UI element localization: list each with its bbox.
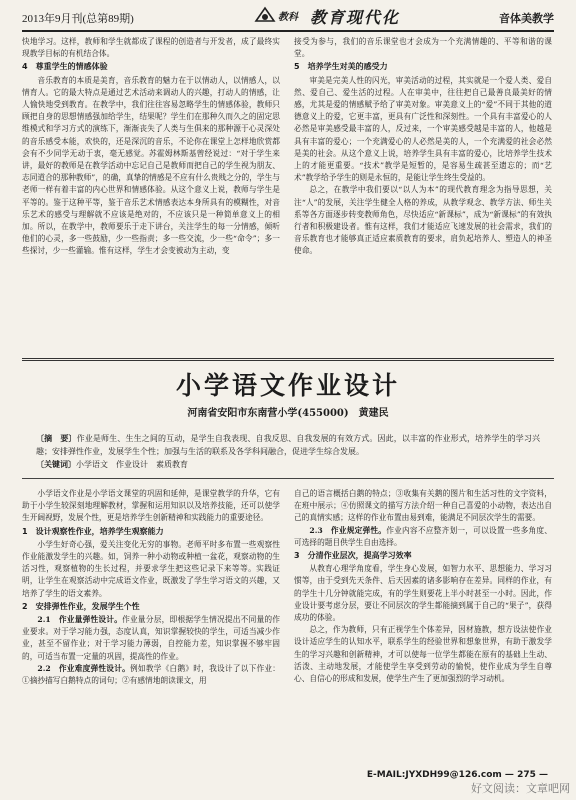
section-label: 音体美教学 xyxy=(499,12,554,25)
paragraph: 总之，在教学中我们要以“以人为本”的现代教育理念为指导思想，关注“人”的发展，关注学生健全人格的养成，从教学观念、教学方法、师生关系等各方面逐步转变教师角色，尽快适应“新课标”，成为“新课标”的有效执行者和积极建设者。惟有这样，我们才能适应飞速发展的社会需求，我们的音乐教育也才能够真正适应素质教育的要求，肩负起培养人、塑造人的神圣使命。 xyxy=(294,185,552,256)
jiaoke-label: 教科 xyxy=(278,12,298,23)
paragraph: 作业量分层，即根据学生情况提出不同量的作业要求。对于学习能力强，态度认真，知识掌握较快的学生，可适当减少作业，甚至不留作业；对于学习能力薄弱，自控能力差，知识掌握不够牢固的，可适当布置一定量的巩固，提高性的作业。 xyxy=(22,615,280,661)
magazine-name: 教育现代化 xyxy=(310,8,401,27)
watermark: 好文阅读：文章吧网 xyxy=(471,782,570,795)
paragraph: 小学语文作业是小学语文课堂的巩固和延伸，是课堂教学的升华，它有助于小学生较深刻地理解教材，掌握和运用知识以及培养技能，还可以使学生开阔视野，发展个性，更是培养学生创新精神和实践能力的重要途径。 xyxy=(22,489,280,523)
paragraph: 总之，作为教师，只有正视学生个体差异，因材施教，想方设法使作业设计适应学生的认知水平，联系学生的经验世界和想象世界，有助于激发学生的学习兴趣和创新精神，才可以使每一位学生都能在原有的基础上生动、活泼、主动地发展，才能使学生享受到劳动的愉悦，使作业成为学生自尊心、自信心的形成和发展，使学生产生了更加强烈的学习动机。 xyxy=(294,625,552,684)
paragraph: 小学生好奇心强，爱关注变化无穷的事物。老师平时多布置一些观察性作业能激发学生的兴趣。如，饲养一种小动物或种植一盆花，观察动物的生活习性，观察植物的生长过程，并要求学生把这些记录下来等等。实践证明，让学生在观察活动中完成语文作业，既激发了学生学习语文的兴趣，又培养了学生的语文素养。 xyxy=(22,539,280,598)
bottom-right-column xyxy=(294,488,552,764)
article-title: 小学语文作业设计 xyxy=(175,371,400,400)
section-heading: 5 培养学生对美的感受力 xyxy=(294,62,388,72)
paragraph: 快地学习。这样，教师和学生就都成了课程的创造者与开发者，成了最终实现教学目标的有机结合体。 xyxy=(22,37,280,59)
paragraph: 音乐教育的本质是美育，音乐教育的魅力在于以情动人，以情感人，以情育人。它的最大特点是通过艺术活动来调动人的兴趣，打动人的情感，让人愉快地受到教育。在教学中，我们往往容易忽略学生的情感体验，教师只顾把自身的思想情感强加给学生，结果呢？学生们在那种久而久之的固定思维模式和学习方式的演练下，渐渐丧失了人类与生俱来的那种源于心灵深处的音乐感受本能，欢快的，还是深沉的音乐，不论你在课堂上怎样地欣赏都会有不少同学无动于衷，毫无感觉。苏霍姆林斯基曾经说过：“对于学生来讲，最好的教师是在教学活动中忘记自己是教师而把自己的学生视为朋友、志同道合的那种教师”，的确，真挚的情感是不应有什么贵贱之分的，学生与老师一样有着丰富的内心世界和情感体验。从这个意义上说，教师与学生是平等的。鉴于这种平等，鉴于音乐艺术情感表达本身所具有的模糊性，对音乐艺术的感受与理解就不应该是绝对的，不应该只是一种简单意义上的相加。所以，在教学中，教师要乐于走下讲台，关注学生的每一分情感，倾听他们的心灵，多一些鼓励，少一些指责；多一些交流，少一些“命令”；多一些探讨，少一些灌输。惟有这样，学生才会变被动为主动，变 xyxy=(22,75,280,256)
top-right-column xyxy=(294,36,552,354)
subheading: 2.1 作业量弹性设计。 xyxy=(37,615,123,625)
abstract-text: 作业是师生、生生之间的互动，是学生自我表现、自我反思、自我发展的有效方式。因此，以丰富的作业形式，培养学生的学习兴趣；安排弹性作业，发展学生个性；加强与生活的联系及各学科间融合，促进学生综合发展。 xyxy=(36,434,540,456)
top-left-column xyxy=(22,36,280,354)
section-heading: 3 分清作业层次，提高学习效率 xyxy=(294,551,412,561)
keywords-tag: 〔关键词〕 xyxy=(36,459,76,469)
section-heading: 2 安排弹性作业，发展学生个性 xyxy=(22,601,140,611)
magazine-logo-icon xyxy=(254,5,276,25)
keywords-text: 小学语文 作业设计 素质教育 xyxy=(76,460,188,469)
abstract-block xyxy=(36,432,540,471)
section-heading: 4 尊重学生的情感体验 xyxy=(22,62,108,72)
article-separator xyxy=(22,358,554,361)
paragraph: 审美是完美人性的闪光，审美活动的过程，其实就是一个爱人类、爱自然、爱自己、爱生活的过程。人在审美中，往往把自己最善良最美好的情感，尤其是爱的情感赋予给了审美对象。审美意义上的“爱”不同于其他的道德意义上的爱，它更丰富，更具有广泛性和深刻性。一个具有丰富爱心的人必然是审美感受最丰富的人，反过来，一个审美感受越是丰富的人，他越是具有丰富的爱心；一个充满爱心的人必然是美的人，一个充满爱的社会必然是美的社会。从这个意义上说，培养学生具有丰富的爱心，比培养学生技术上的才能更重要。“技术”教学是短暂的，是容易生疏甚至遗忘的；而“艺术”教学给予学生的则是永恒的，是能让学生终生受益的。 xyxy=(294,75,552,183)
paragraph: 作业内容不应整齐划一，可以设置一些多角度、可选择的题目供学生自由选择。 xyxy=(294,525,552,547)
page-footer xyxy=(367,770,548,780)
paragraph: 例如教学《白鹅》时，我设计了以下作业：①摘抄描写白鹅特点的词句；②有感情地朗读课文，用 xyxy=(22,663,280,686)
subheading: 2.3 作业规定弹性。 xyxy=(309,525,387,535)
page-number: 275 xyxy=(517,770,536,780)
bottom-left-column xyxy=(22,488,280,764)
paragraph: 从教育心理学角度看，学生身心发展，如智力水平、思想能力、学习习惯等，由于受到先天条件、后天因素的诸多影响存在差异。同样的作业，有的学生十几分钟就能完成，有的学生则要花上半小时甚至一小时。因此，作业设计要考虑分层，要让不同层次的学生都能摘到属于自己的“果子”，获得成功的体验。 xyxy=(294,564,552,623)
paragraph: 自己的语言概括白鹅的特点；③收集有关鹅的图片和生活习性的文字资料，在班中展示；④仿照课文的描写方法介绍一种自己喜爱的小动物，表达出自己的真情实感；这样的作业布置由易到难，能满足不同层次学生的需要。 xyxy=(294,489,552,523)
page-header xyxy=(22,4,554,32)
issue-label: 2013年9月刊(总第89期) xyxy=(22,13,134,25)
footer-email: E-MAIL:JYXDH99@126.com xyxy=(366,770,502,780)
abstract-rule xyxy=(22,478,554,479)
section-heading: 1 设计观察性作业，培养学生观察能力 xyxy=(22,526,164,536)
paragraph: 接受为参与，我们的音乐课堂也才会成为一个充满情趣的、平等和谐的课堂。 xyxy=(294,37,552,59)
footer-dash: — xyxy=(504,770,514,780)
subheading: 2.2 作业难度弹性设计。 xyxy=(37,663,131,673)
article-author: 河南省安阳市东南营小学(455000) 黄建民 xyxy=(187,408,389,419)
footer-dash: — xyxy=(539,770,548,780)
abstract-tag: 〔摘 要〕 xyxy=(36,433,77,443)
